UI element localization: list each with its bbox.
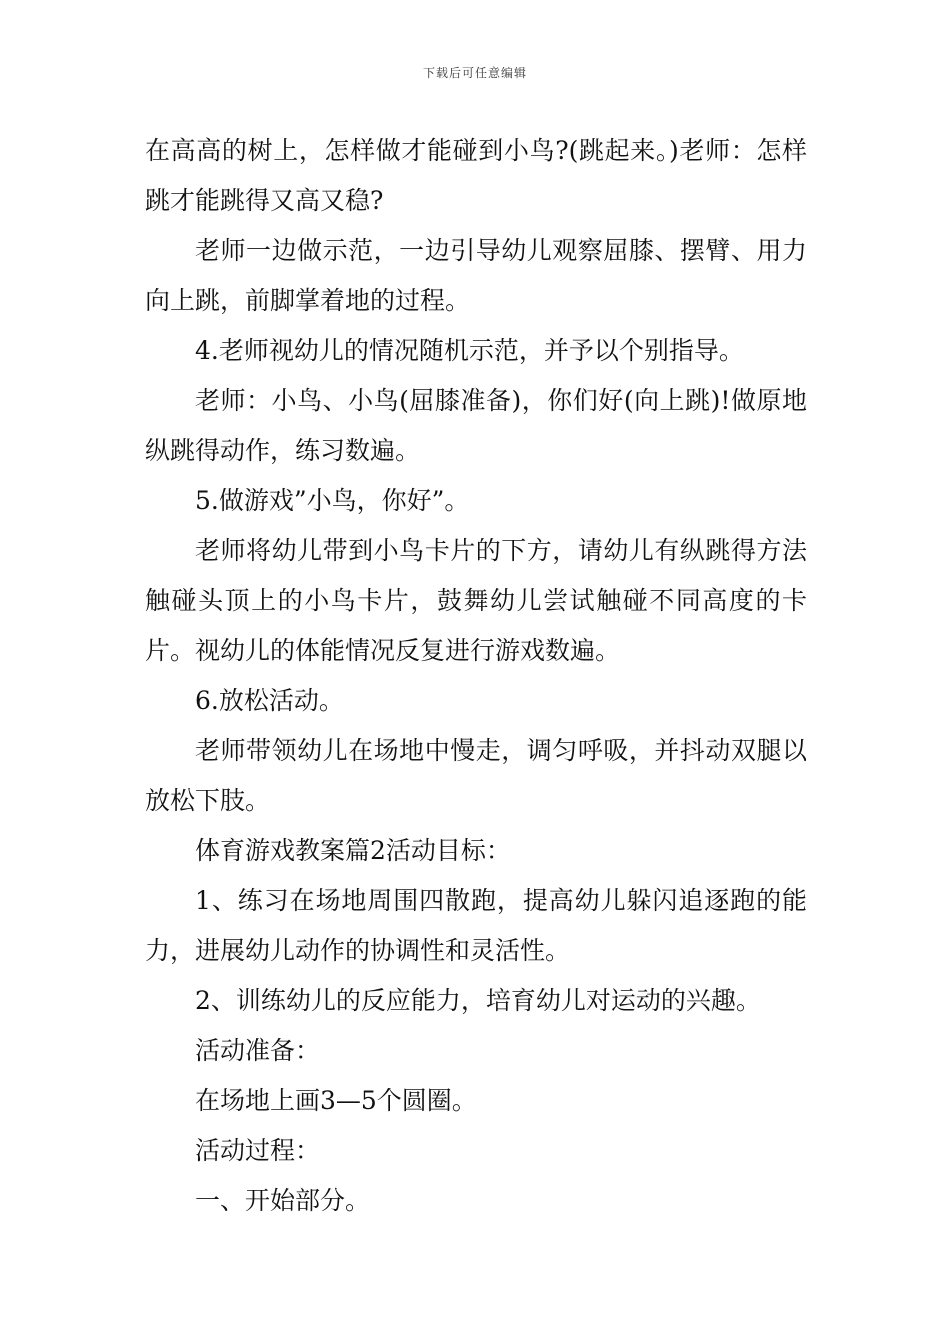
paragraph: 老师一边做示范，一边引导幼儿观察屈膝、摆臂、用力向上跳，前脚掌着地的过程。 [145,236,807,315]
document-body [145,126,807,1226]
section-heading: 活动准备： [195,1036,321,1065]
paragraph: 老师将幼儿带到小鸟卡片的下方，请幼儿有纵跳得方法触碰头顶上的小鸟卡片，鼓舞幼儿尝试触碰不同高度的卡片。视幼儿的体能情况反复进行游戏数遍。 [145,536,807,665]
section-heading: 体育游戏教案篇2活动目标： [195,836,511,865]
paragraph: 1、练习在场地周围四散跑，提高幼儿躲闪追逐跑的能力，进展幼儿动作的协调性和灵活性。 [145,886,807,965]
paragraph: 在场地上画3—5个圆圈。 [195,1086,477,1115]
paragraph: 6.放松活动。 [195,686,344,715]
paragraph: 4.老师视幼儿的情况随机示范，并予以个别指导。 [195,336,744,365]
paragraph: 5.做游戏”小鸟，你好”。 [195,486,470,515]
page-header: 下载后可任意编辑 [422,66,527,80]
paragraph: 老师：小鸟、小鸟(屈膝准备)，你们好(向上跳)!做原地纵跳得动作，练习数遍。 [145,386,807,465]
paragraph: 在高高的树上，怎样做才能碰到小鸟?(跳起来。)老师：怎样跳才能跳得又高又稳? [145,136,807,215]
paragraph: 老师带领幼儿在场地中慢走，调匀呼吸，并抖动双腿以放松下肢。 [145,736,807,815]
section-heading: 活动过程： [195,1136,321,1165]
paragraph: 一、开始部分。 [195,1186,371,1215]
paragraph: 2、训练幼儿的反应能力，培育幼儿对运动的兴趣。 [195,986,761,1015]
